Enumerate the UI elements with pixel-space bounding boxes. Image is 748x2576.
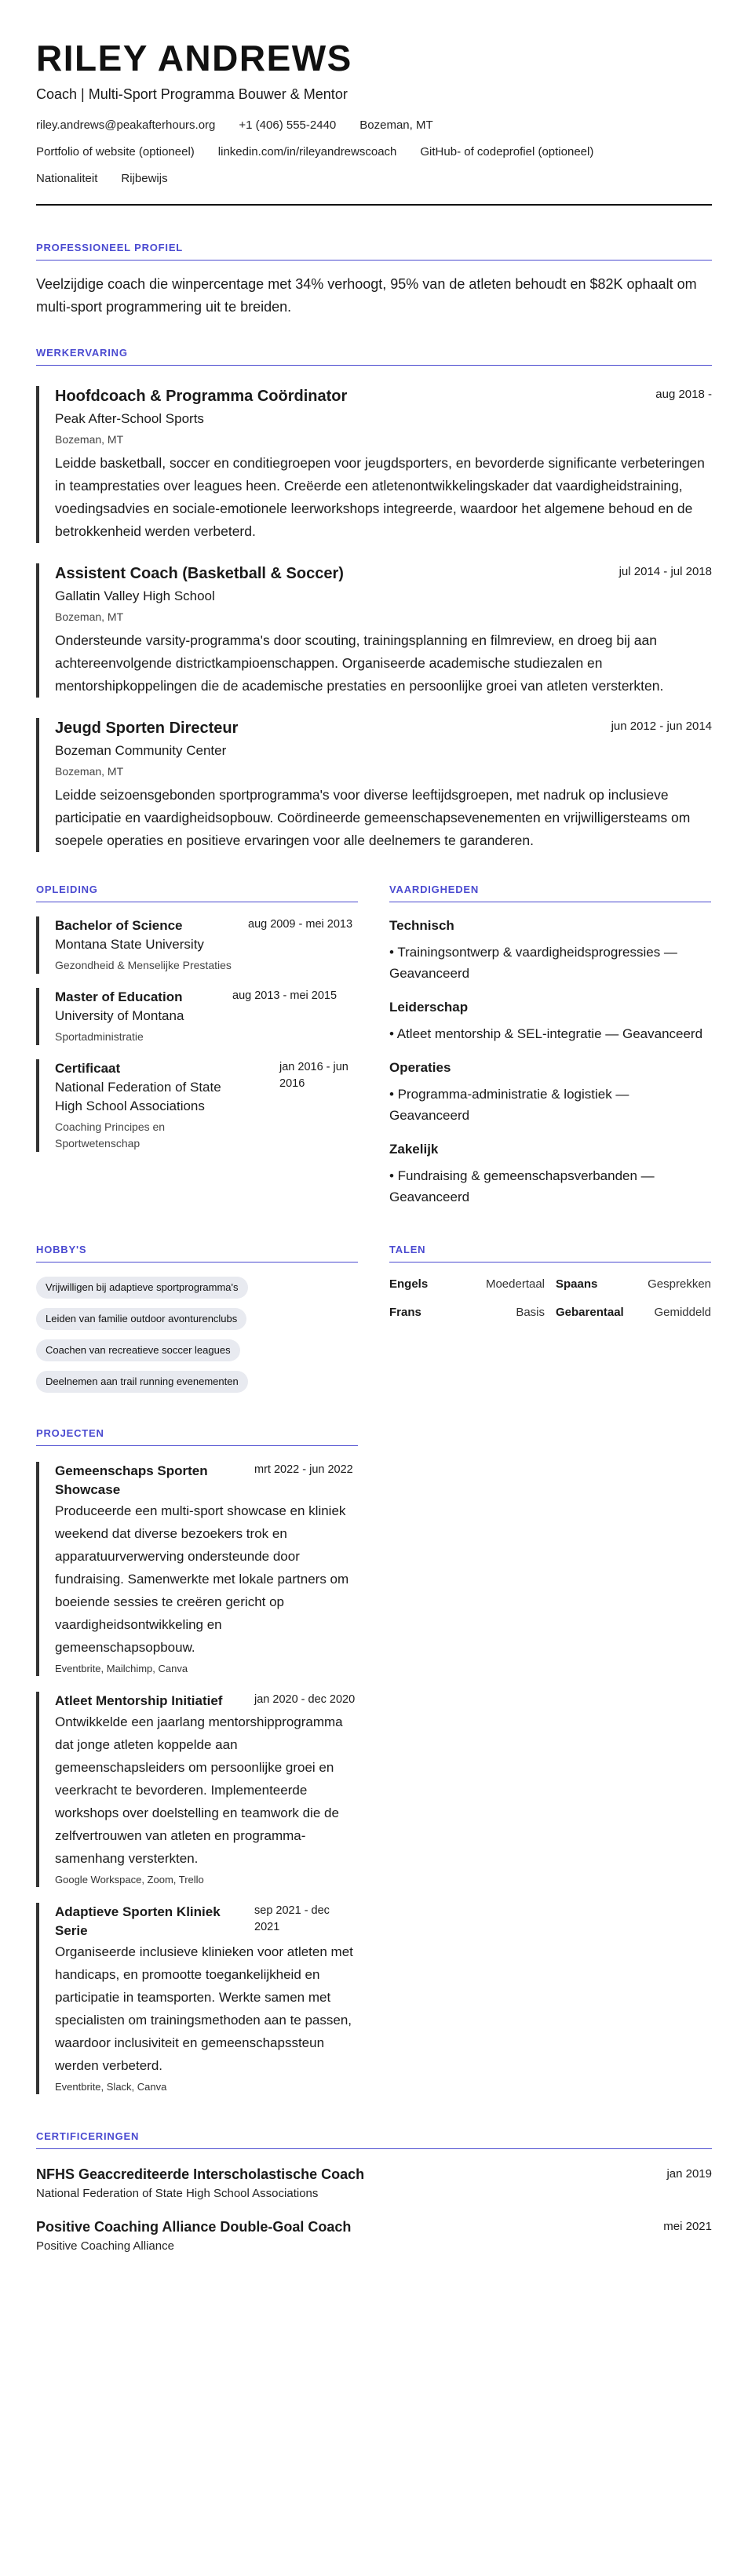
skill-category: Operaties [389, 1060, 451, 1075]
project-date: sep 2021 - dec 2021 [254, 1904, 330, 1933]
skill-category: Zakelijk [389, 1142, 439, 1157]
skill-category: Technisch [389, 918, 454, 933]
certifications-section [36, 2130, 712, 2254]
license-field: Rijbewijs [121, 172, 168, 185]
skill-item: • Programma-administratie & logistiek — Geavanceerd [389, 1087, 629, 1123]
section-title-hobbies: HOBBY'S [36, 1244, 358, 1262]
job-company: Peak After-School Sports [55, 411, 204, 426]
phone-number[interactable]: +1 (406) 555-2440 [239, 118, 337, 132]
education-item [36, 988, 358, 1045]
contact-row-1 [36, 118, 712, 133]
language-name: Gebarentaal [556, 1306, 624, 1319]
profile-section [36, 242, 712, 319]
edu-school: National Federation of State High School Associations [55, 1080, 221, 1113]
edu-degree: Master of Education [55, 989, 183, 1004]
skills-section [389, 884, 711, 1208]
job-date: jun 2012 - jun 2014 [611, 720, 712, 733]
skill-item: • Fundraising & gemeenschapsverbanden — Geavanceerd [389, 1168, 655, 1204]
skill-category: Leiderschap [389, 1000, 469, 1015]
section-title-profile: PROFESSIONEEL PROFIEL [36, 242, 712, 261]
profile-summary: Veelzijdige coach die winpercentage met 34% verhoogt, 95% van de atleten behoudt en $82K ophaalt om multi-sport programmering uit te breiden. [36, 276, 697, 315]
education-section [36, 884, 358, 1208]
cert-issuer: National Federation of State High School Associations [36, 2187, 319, 2200]
cert-name: NFHS Geaccrediteerde Interscholastische Coach [36, 2166, 365, 2182]
language-item [556, 1305, 711, 1321]
hobby-chip: Vrijwilligen bij adaptieve sportprogramma's [36, 1277, 248, 1299]
project-date: mrt 2022 - jun 2022 [254, 1463, 353, 1476]
language-item [556, 1277, 711, 1292]
project-tools: Eventbrite, Slack, Canva [55, 2081, 167, 2093]
job-date: aug 2018 - [655, 388, 712, 401]
edu-school: University of Montana [55, 1008, 184, 1023]
section-title-certifications: CERTIFICERINGEN [36, 2130, 712, 2149]
edu-field: Coaching Principes en Sportwetenschap [55, 1120, 166, 1150]
hobby-chips [36, 1267, 358, 1393]
project-item [36, 1903, 358, 2094]
job-description: Leidde basketball, soccer en conditiegroepen voor jeugdsporters, en bevorderde significante verbeteringen in teamprestaties over leagues heen. Creëerde een atletenontwikkelingskader dat vaardigheidstraining, voedingsadvies en sociale-emotionele leerworkshops integreerde, waardoor het algemene behoud en de betrokkenheid werden verbeterd. [55, 455, 705, 539]
cert-date: mei 2021 [663, 2220, 712, 2233]
education-item [36, 916, 358, 974]
education-item [36, 1059, 358, 1152]
project-description: Ontwikkelde een jaarlang mentorshipprogramma dat jonge atleten koppelde aan gemeenschapsleiders om persoonlijke groei en veerkracht te bevorderen. Implementeerde workshops over doelstelling en teamwork die de zelfvertrouwen van atleten en programma-samenhang versterkten. [55, 1714, 343, 1866]
edu-field: Sportadministratie [55, 1030, 144, 1043]
job-date: jul 2014 - jul 2018 [618, 565, 712, 578]
project-item [36, 1462, 358, 1676]
cert-name: Positive Coaching Alliance Double-Goal Coach [36, 2219, 352, 2235]
section-title-projects: PROJECTEN [36, 1427, 358, 1446]
experience-item [36, 386, 712, 543]
skill-item: • Atleet mentorship & SEL-integratie — Geavanceerd [389, 1026, 703, 1041]
language-level: Basis [516, 1306, 545, 1319]
project-date: jan 2020 - dec 2020 [254, 1693, 356, 1706]
cert-issuer: Positive Coaching Alliance [36, 2239, 174, 2253]
header-divider [36, 204, 712, 206]
linkedin-link[interactable]: linkedin.com/in/rileyandrewscoach [217, 145, 397, 158]
project-tools: Eventbrite, Mailchimp, Canva [55, 1663, 188, 1674]
certification-item [36, 2165, 712, 2202]
hobbies-languages-row [36, 1244, 712, 1393]
experience-section [36, 347, 712, 852]
job-title: Jeugd Sporten Directeur [55, 720, 239, 737]
edu-field: Gezondheid & Menselijke Prestaties [55, 959, 232, 971]
language-level: Gemiddeld [654, 1306, 711, 1319]
job-company: Bozeman Community Center [55, 743, 227, 758]
edu-degree: Certificaat [55, 1061, 121, 1076]
hobby-chip: Deelnemen aan trail running evenementen [36, 1371, 248, 1393]
job-location: Bozeman, MT [55, 610, 124, 623]
edu-degree: Bachelor of Science [55, 918, 183, 933]
language-item [389, 1305, 545, 1321]
language-item [389, 1277, 545, 1292]
edu-date: jan 2016 - jun 2016 [279, 1061, 348, 1090]
cert-date: jan 2019 [666, 2167, 712, 2181]
project-description: Produceerde een multi-sport showcase en kliniek weekend dat diverse bezoekers trok en apparatuurverwerving ondersteunde door fundraising. Samenwerkte met lokale partners om boeiende sessies te creëren gericht op vaardigheidsontwikkeling en gemeenschapsopbouw. [55, 1503, 349, 1655]
education-skills-row [36, 884, 712, 1208]
certification-item [36, 2217, 712, 2254]
portfolio-link[interactable]: Portfolio of website (optioneel) [36, 145, 195, 158]
contact-row-3 [36, 171, 712, 187]
language-name: Frans [389, 1306, 421, 1319]
nationality-field: Nationaliteit [36, 172, 98, 185]
job-title: Assistent Coach (Basketball & Soccer) [55, 565, 344, 582]
projects-section [36, 1427, 358, 2094]
section-title-experience: WERKERVARING [36, 347, 712, 366]
project-title: Gemeenschaps Sporten Showcase [55, 1463, 208, 1497]
language-name: Spaans [556, 1277, 598, 1291]
language-level: Moedertaal [485, 1277, 545, 1291]
experience-item [36, 718, 712, 852]
job-location: Bozeman, MT [55, 433, 124, 446]
section-title-education: OPLEIDING [36, 884, 358, 902]
experience-item [36, 563, 712, 698]
job-description: Ondersteunde varsity-programma's door scouting, trainingsplanning en filmreview, en droeg bij aan achtereenvolgende districtkampioenschappen. Organiseerde academische studiezalen en mentorshipkoppelingen die de academische prestaties en persoonlijke groei van atleten versterkten. [55, 632, 664, 694]
github-link[interactable]: GitHub- of codeprofiel (optioneel) [420, 145, 594, 158]
location-text: Bozeman, MT [359, 118, 433, 132]
language-grid [389, 1277, 711, 1321]
project-title: Adaptieve Sporten Kliniek Serie [55, 1904, 221, 1938]
job-company: Gallatin Valley High School [55, 588, 215, 603]
language-level: Gesprekken [648, 1277, 711, 1291]
hobby-chip: Leiden van familie outdoor avonturenclubs [36, 1308, 246, 1330]
edu-school: Montana State University [55, 937, 204, 952]
language-name: Engels [389, 1277, 429, 1291]
section-title-skills: VAARDIGHEDEN [389, 884, 711, 902]
section-title-languages: TALEN [389, 1244, 711, 1262]
candidate-headline: Coach | Multi-Sport Programma Bouwer & Mentor [36, 86, 348, 102]
resume-header [36, 38, 712, 206]
project-tools: Google Workspace, Zoom, Trello [55, 1874, 204, 1886]
job-description: Leidde seizoensgebonden sportprogramma's voor diverse leeftijdsgroepen, met nadruk op inclusieve participatie en vaardigheidsopbouw. Coördineerde gemeenschapsevenementen en vrijwilligersteams om soepele operaties en positieve ervaringen voor alle deelnemers te garanderen. [55, 787, 691, 848]
edu-date: aug 2013 - mei 2015 [232, 989, 338, 1002]
project-description: Organiseerde inclusieve klinieken voor atleten met handicaps, en promootte toegankelijkheid en participatie in teamsporten. Werkte samen met specialisten om trainingsmethoden aan te passen, waardoor inclusiviteit en gemeenschapssteun werden verbeterd. [55, 1944, 353, 2073]
project-title: Atleet Mentorship Initiatief [55, 1693, 223, 1708]
skill-item: • Trainingsontwerp & vaardigheidsprogressies — Geavanceerd [389, 945, 677, 981]
job-location: Bozeman, MT [55, 765, 124, 778]
candidate-name: RILEY ANDREWS [36, 38, 352, 78]
hobby-chip: Coachen van recreatieve soccer leagues [36, 1339, 240, 1361]
job-title: Hoofdcoach & Programma Coördinator [55, 388, 348, 405]
email-link[interactable]: riley.andrews@peakafterhours.org [36, 118, 216, 132]
project-item [36, 1692, 358, 1887]
hobbies-section [36, 1244, 358, 1393]
contact-row-2 [36, 144, 712, 160]
languages-section [389, 1244, 711, 1393]
edu-date: aug 2009 - mei 2013 [248, 918, 353, 931]
